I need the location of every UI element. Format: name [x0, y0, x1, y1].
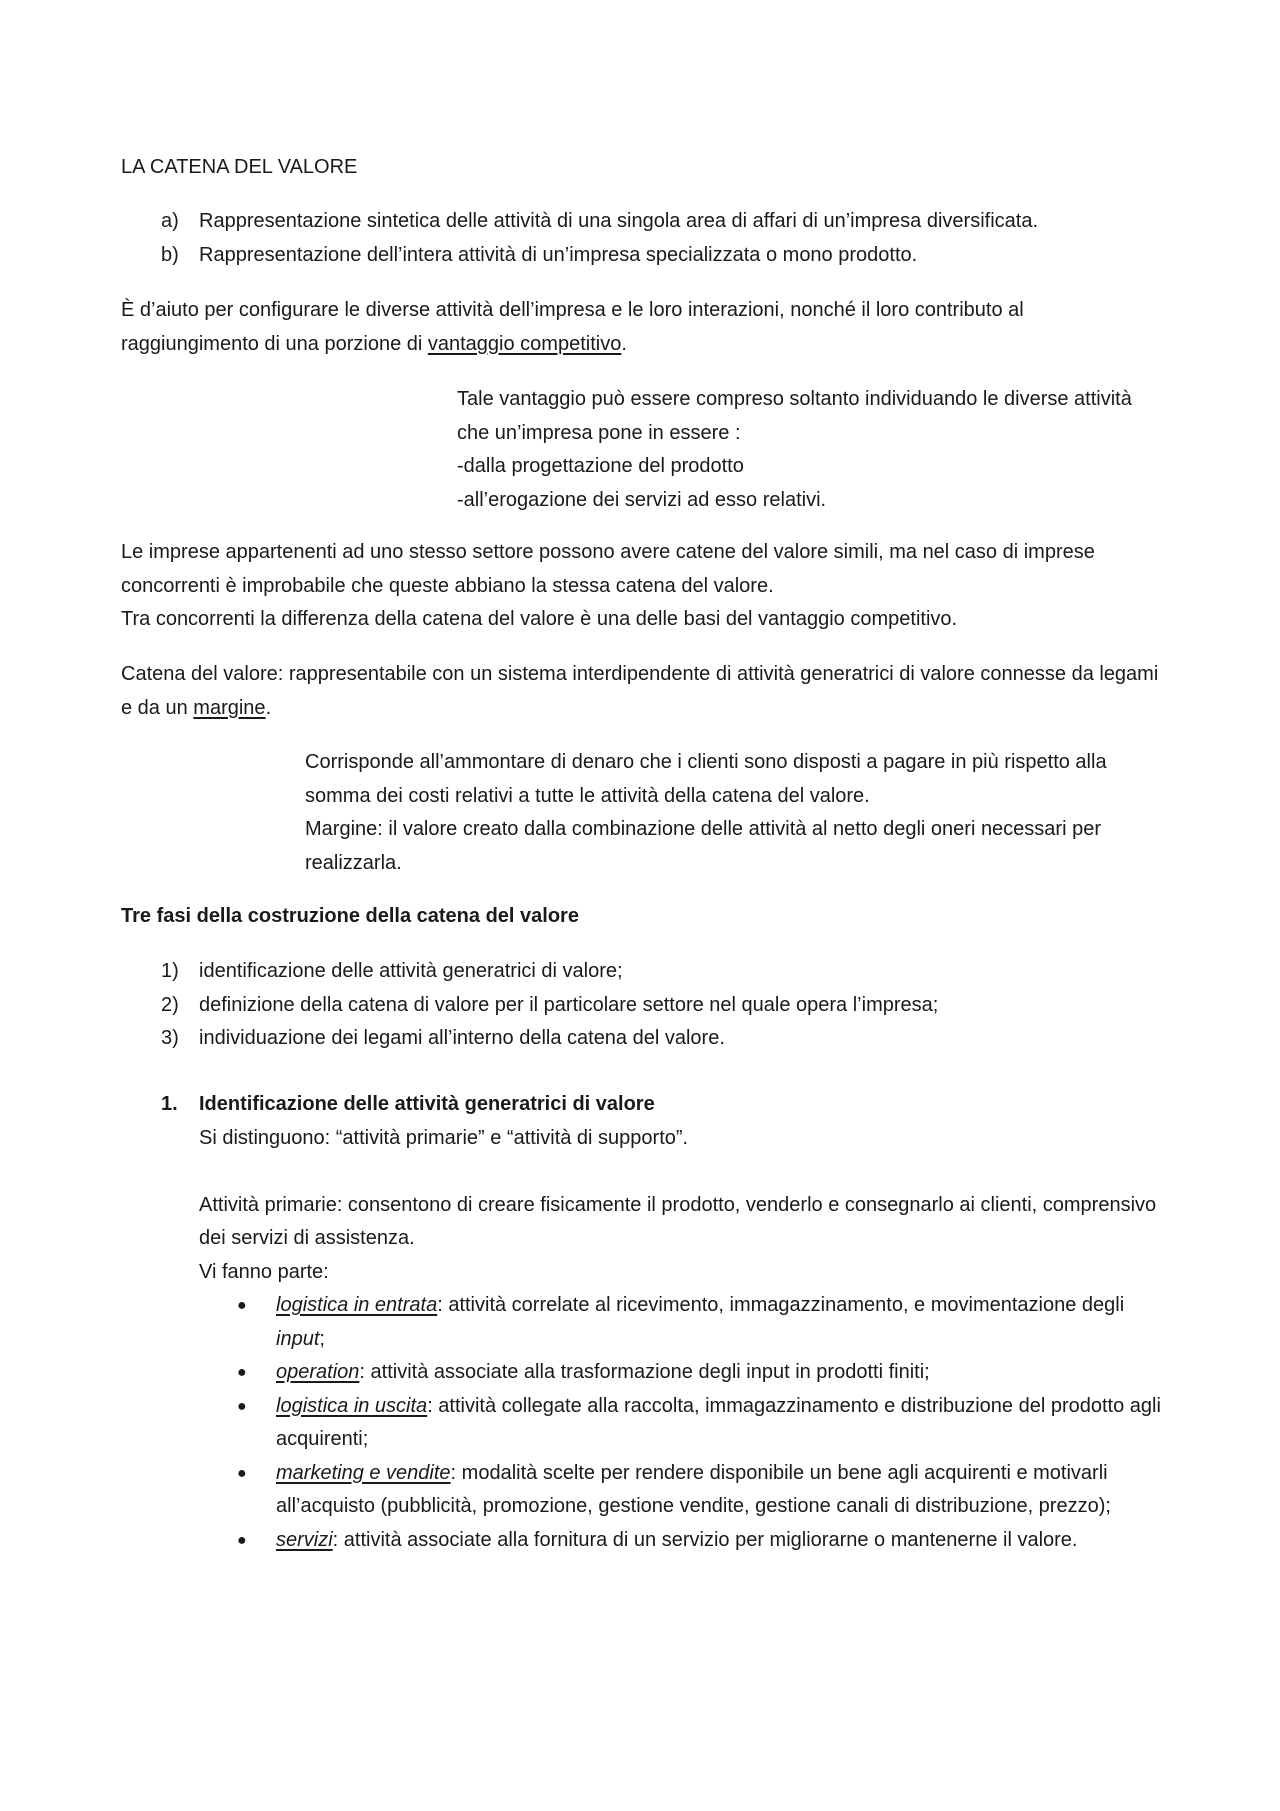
list-text: individuazione dei legami all’interno della catena del valore.: [199, 1027, 725, 1049]
list-label: 1): [161, 960, 179, 982]
term: marketing e vendite: [276, 1461, 451, 1484]
vantaggio-competitivo-term: vantaggio competitivo: [427, 332, 622, 355]
paragraph-text: Catena del valore: rappresentabile con un sistema interdipendente di attività generatrici di valore connesse da legami e da un: [121, 663, 1159, 719]
paragraph-punct: .: [265, 696, 272, 719]
note-line: Tale vantaggio può essere compreso soltanto individuando le diverse attività che un’impresa pone in essere :: [457, 388, 1132, 444]
section-body: [161, 1122, 1161, 1558]
paragraph-punct: .: [621, 332, 627, 355]
term-description: : modalità scelte per rendere disponibile un bene agli acquirenti e motivarli all’acquisto (pubblicità, promozione, gestione vendite, gestione canali di distribuzione, prezzo);: [276, 1461, 1111, 1517]
note-line: -all’erogazione dei servizi ad esso relativi.: [457, 488, 827, 511]
bullet-icon: ●: [237, 1364, 247, 1381]
spacer: [199, 1155, 1161, 1189]
paragraph-imprese: [121, 536, 1161, 637]
phases-list: [161, 955, 1161, 1056]
parts-intro: Vi fanno parte:: [199, 1260, 329, 1283]
primary-activities: Attività primarie: consentono di creare fisicamente il prodotto, venderlo e consegnarlo ai clienti, comprensivo dei servizi di assistenza.: [199, 1193, 1157, 1249]
note-line: -dalla progettazione del prodotto: [457, 455, 744, 477]
list-item: [161, 989, 1161, 1023]
paragraph-text: È d’aiuto per configurare le diverse attività dell’impresa e le loro interazioni, nonché il loro contributo al raggiungimento di una porzione di: [121, 299, 1024, 355]
term: servizi: [276, 1528, 333, 1551]
term: logistica in uscita: [276, 1394, 428, 1417]
paragraph-line: Tra concorrenti la differenza della catena del valore è una delle basi del vantaggio competitivo.: [121, 608, 958, 630]
bullet-icon: ●: [237, 1397, 247, 1415]
term-description: : attività correlate al ricevimento, immagazzinamento, e movimentazione degli: [437, 1294, 1125, 1316]
note-margine: [305, 746, 1155, 880]
paragraph-line: Le imprese appartenenti ad uno stesso settore possono avere catene del valore simili, ma nel caso di imprese concorrenti è improbabile che queste abbiano la stessa catena del valore.: [121, 541, 1095, 597]
paragraph-catena: [121, 658, 1161, 725]
list-text: Rappresentazione sintetica delle attività di una singola area di affari di un’impresa diversificata.: [199, 210, 1038, 232]
list-item: [237, 1289, 1161, 1356]
section-1: [161, 1088, 1161, 1557]
list-text: Rappresentazione dell’intera attività di un’impresa specializzata o mono prodotto.: [199, 243, 918, 266]
list-item: [161, 1022, 1161, 1056]
bullet-icon: ●: [237, 1531, 247, 1549]
list-item: [237, 1356, 1161, 1390]
paragraph-intro: [121, 294, 1161, 361]
section-number: 1.: [161, 1093, 178, 1115]
term: operation: [276, 1361, 360, 1383]
list-label: 2): [161, 993, 179, 1016]
note-line: Margine: il valore creato dalla combinazione delle attività al netto degli oneri necessari per realizzarla.: [305, 818, 1101, 874]
margine-term: margine: [193, 696, 266, 719]
list-text: definizione della catena di valore per il particolare settore nel quale opera l’impresa;: [199, 993, 939, 1016]
list-text: identificazione delle attività generatrici di valore;: [199, 960, 623, 982]
term-description: : attività associate alla trasformazione degli input in prodotti finiti;: [359, 1361, 930, 1383]
term-emphasis: input: [276, 1327, 320, 1350]
bullet-list: [199, 1289, 1161, 1557]
term: logistica in entrata: [276, 1294, 438, 1316]
term-punct: ;: [319, 1327, 325, 1350]
list-item: [161, 955, 1161, 989]
section-title: Identificazione delle attività generatrici di valore: [199, 1093, 655, 1115]
list-item: [161, 205, 1161, 239]
list-label: a): [161, 210, 179, 232]
bullet-icon: ●: [237, 1464, 247, 1482]
document-title: LA CATENA DEL VALORE: [121, 156, 358, 178]
note-line: Corrisponde all’ammontare di denaro che i clienti sono disposti a pagare in più rispetto alla somma dei costi relativi a tutte le attività della catena del valore.: [305, 751, 1107, 807]
list-item: [237, 1457, 1161, 1524]
section-intro: Si distinguono: “attività primarie” e “attività di supporto”.: [199, 1126, 689, 1149]
bullet-icon: ●: [237, 1297, 247, 1314]
term-description: : attività collegate alla raccolta, immagazzinamento e distribuzione del prodotto agli acquirenti;: [276, 1394, 1161, 1450]
phases-heading: Tre fasi della costruzione della catena del valore: [121, 905, 579, 927]
term-description: : attività associate alla fornitura di un servizio per migliorarne o mantenerne il valore.: [332, 1528, 1078, 1551]
list-item: [237, 1390, 1161, 1457]
list-ab: [161, 205, 1161, 272]
list-label: b): [161, 243, 179, 266]
list-label: 3): [161, 1027, 179, 1049]
note-vantaggio: [457, 383, 1147, 517]
section-heading: [161, 1088, 1161, 1122]
list-item: [237, 1524, 1161, 1558]
list-item: [161, 239, 1161, 273]
